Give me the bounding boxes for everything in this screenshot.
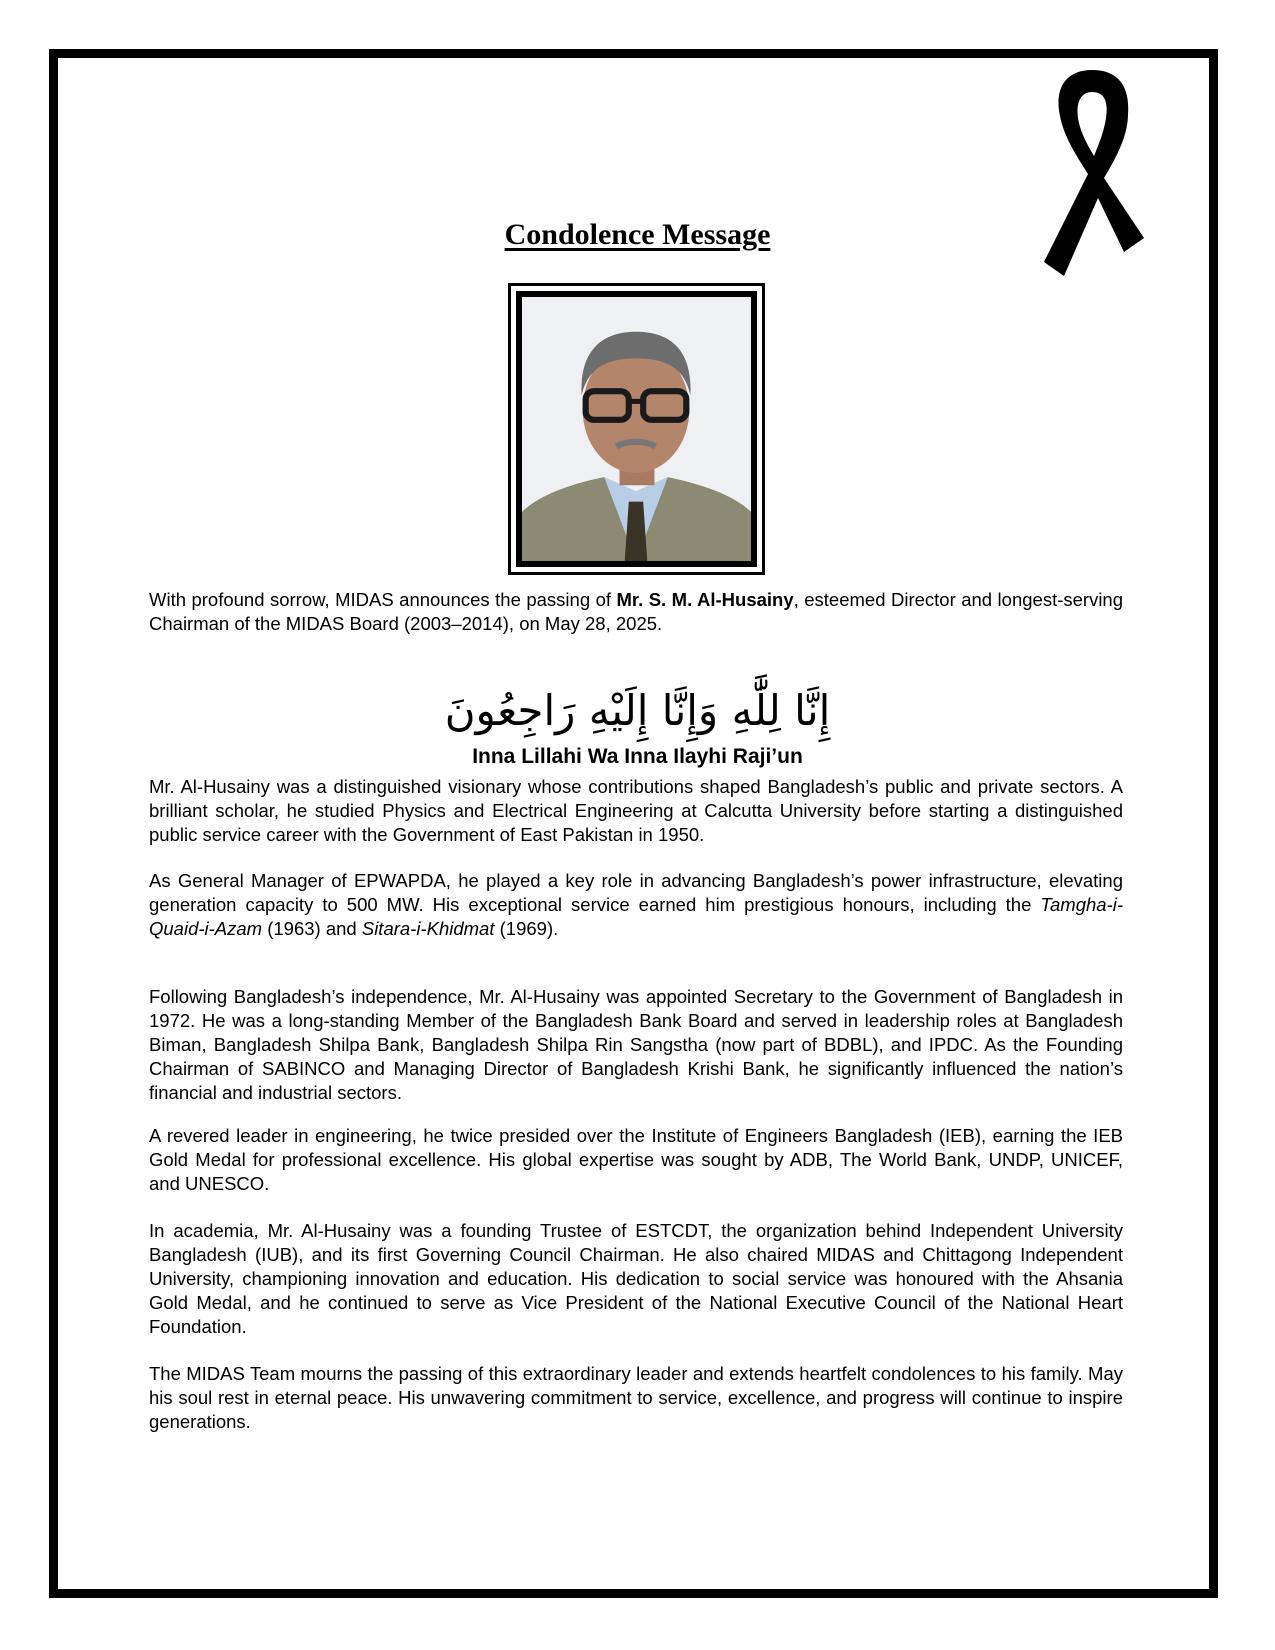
paragraph-independence: Following Bangladesh’s independence, Mr. Al-Husainy was appointed Secretary to the Government of Bangladesh in 1972. He was a long-standing Member of the Bangladesh Bank Board and served in leadership roles at Bangladesh Biman, Bangladesh Shilpa Bank, Bangladesh Shilpa Rin Sangstha (now part of BDBL), and IPDC. As the Founding Chairman of SABINCO and Managing Director of Bangladesh Krishi Bank, he significantly influenced the nation’s financial and industrial sectors. (149, 986, 1123, 1103)
intro-text-after: , esteemed Director and longest-serving Chairman of the MIDAS Board (2003–2014), on May 28, 2025. (149, 589, 1124, 634)
paragraph-text: As General Manager of EPWAPDA, he played a key role in advancing Bangladesh’s power infrastructure, elevating generation capacity to 500 MW. His exceptional service earned him prestigious honours, including the (149, 870, 1123, 915)
page-title: Condolence Message (504, 218, 771, 251)
paragraph-academia: In academia, Mr. Al-Husainy was a founding Trustee of ESTCDT, the organization behind Independent University Bangladesh (IUB), and its first Governing Council Chairman. He also chaired MIDAS and Chittagong Independent University, championing innovation and education. His dedication to social service was honoured with the Ahsania Gold Medal, and he continued to serve as Vice President of the National Executive Council of the National Heart Foundation. (149, 1220, 1123, 1337)
prayer-transliteration: Inna Lillahi Wa Inna Ilayhi Raji’un (472, 745, 803, 768)
paragraph-epwapda (149, 869, 1123, 941)
paragraph-text: (1969). (494, 918, 559, 939)
deceased-name: Mr. S. M. Al-Husainy (616, 589, 794, 610)
portrait-frame (508, 283, 765, 575)
award-name: Tamgha-i-Quaid-i-Azam (149, 894, 1123, 939)
arabic-prayer: إِنَّا لِلَّٰهِ وَإِنَّا إِلَيْهِ رَاجِعُونَ (444, 686, 831, 735)
intro-paragraph (149, 588, 1123, 636)
paragraph-biography: Mr. Al-Husainy was a distinguished visionary whose contributions shaped Bangladesh’s public and private sectors. A brilliant scholar, he studied Physics and Electrical Engineering at Calcutta University before starting a distinguished public service career with the Government of East Pakistan in 1950. (149, 776, 1123, 845)
portrait-photo (522, 297, 751, 561)
paragraph-text: (1963) and (262, 918, 362, 939)
award-name: Sitara-i-Khidmat (361, 918, 495, 939)
paragraph-engineering: A revered leader in engineering, he twice presided over the Institute of Engineers Bangladesh (IEB), earning the IEB Gold Medal for professional excellence. His global expertise was sought by ADB, The World Bank, UNDP, UNICEF, and UNESCO. (149, 1125, 1123, 1194)
intro-text-before: With profound sorrow, MIDAS announces the passing of (149, 589, 617, 610)
paragraph-closing: The MIDAS Team mourns the passing of this extraordinary leader and extends heartfelt condolences to his family. May his soul rest in eternal peace. His unwavering commitment to service, excellence, and progress will continue to inspire generations. (149, 1363, 1123, 1432)
